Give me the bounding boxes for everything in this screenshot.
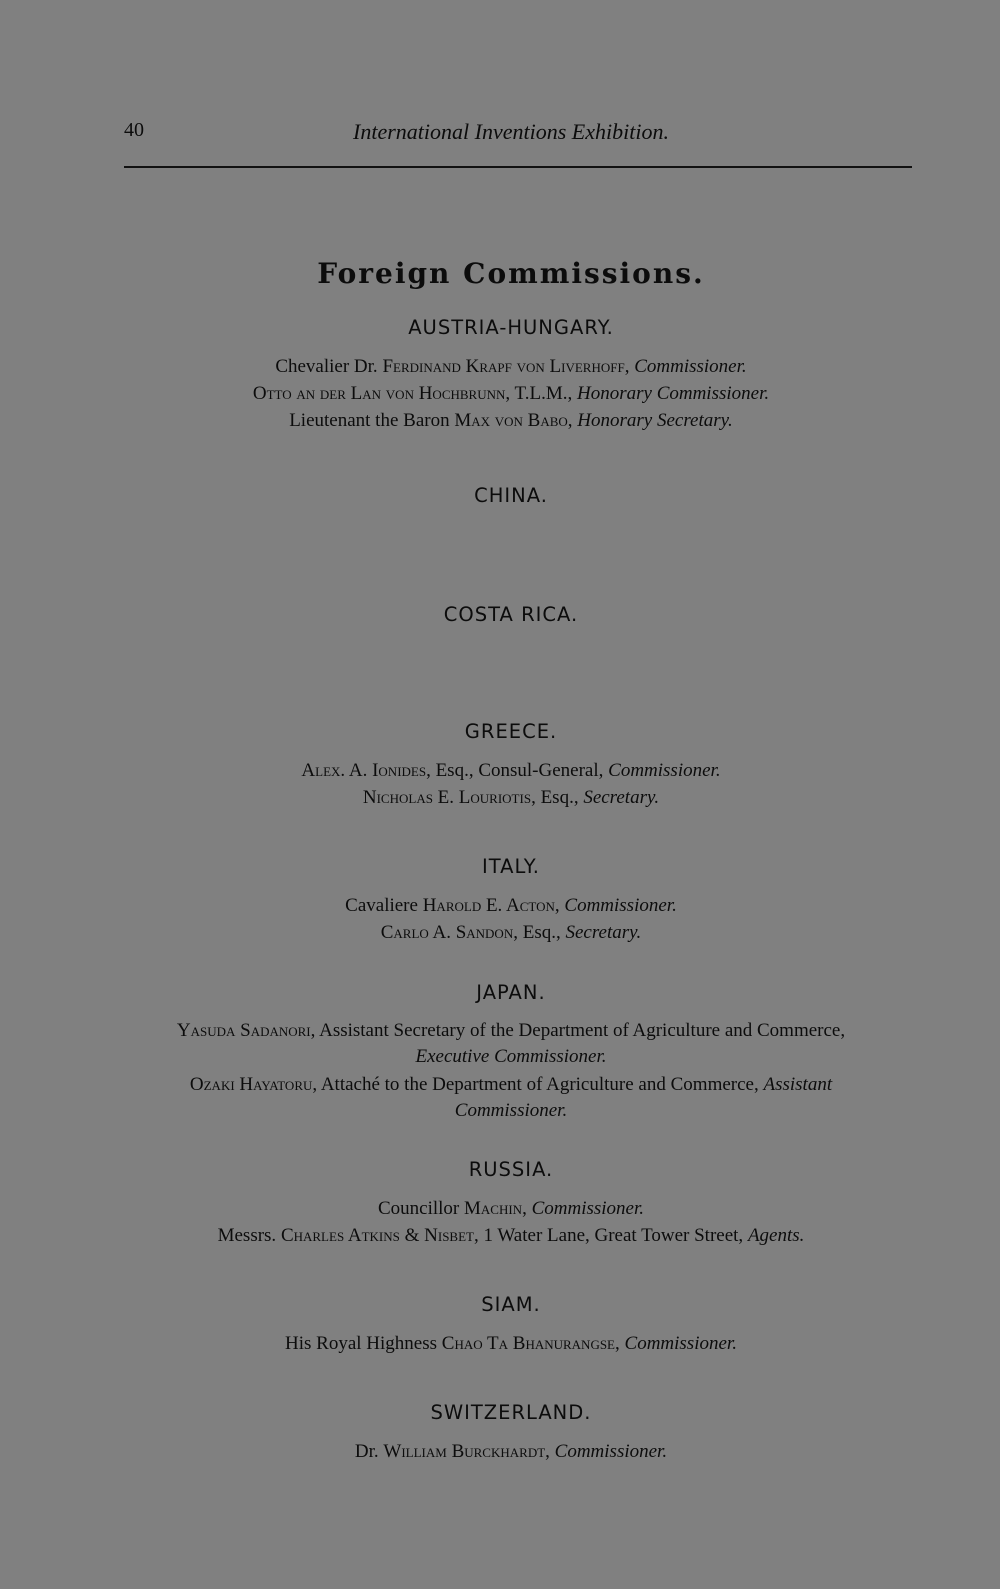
section-heading: CHINA. — [474, 484, 548, 507]
section-heading: RUSSIA. — [468, 1158, 554, 1181]
entry-line: Messrs. Charles Atkins & Nisbet, 1 Water Lane, Great Tower Street, Agents. — [217, 1225, 805, 1246]
entry-line: Alex. A. Ionides, Esq., Consul-General, Commissioner. — [301, 760, 721, 781]
entry-paragraph: Yasuda Sadanori, Assistant Secretary of the Department of Agriculture and Commerce, Executive Commissioner. — [176, 1020, 846, 1067]
role-title: Commissioner. — [531, 1198, 645, 1219]
role-title: Commissioner. — [554, 1441, 668, 1462]
person-name: Ozaki Hayatoru — [189, 1074, 313, 1095]
person-name: Harold E. Acton — [422, 895, 555, 916]
section-siam — [0, 1290, 1000, 1357]
person-name: Alex. A. Ionides — [301, 760, 427, 781]
person-name: William Burckhardt — [383, 1441, 546, 1462]
person-name: Machin — [464, 1198, 523, 1219]
person-name: Max von Babo — [454, 410, 568, 431]
role-title: Secretary. — [565, 922, 642, 943]
person-name: Nicholas E. Louriotis — [362, 787, 532, 808]
entry-line: Carlo A. Sandon, Esq., Secretary. — [380, 922, 642, 943]
role-title: Commissioner. — [564, 895, 677, 916]
section-heading: GREECE. — [464, 720, 558, 743]
section-heading: SWITZERLAND. — [430, 1401, 592, 1424]
person-name: Carlo A. Sandon — [380, 922, 514, 943]
page-title: Foreign Commissions. — [317, 257, 705, 290]
entry-line: His Royal Highness Chao Ta Bhanurangse, Commissioner. — [285, 1333, 737, 1354]
role-title: Commissioner. — [624, 1333, 737, 1354]
role-title: Honorary Commissioner. — [577, 383, 770, 404]
section-switzerland — [0, 1398, 1000, 1465]
person-name: Charles Atkins & Nisbet — [280, 1225, 474, 1246]
entry-line: Cavaliere Harold E. Acton, Commissioner. — [345, 895, 677, 916]
section-heading: AUSTRIA-HUNGARY. — [408, 316, 614, 339]
header-rule — [124, 166, 912, 168]
section-heading: SIAM. — [481, 1293, 541, 1316]
role-title: Agents. — [747, 1225, 805, 1246]
role-title: Commissioner. — [608, 760, 721, 781]
section-heading: ITALY. — [482, 855, 540, 878]
section-russia — [0, 1155, 1000, 1249]
section-heading: COSTA RICA. — [443, 603, 579, 626]
entry-line: Otto an der Lan von Hochbrunn, T.L.M., Honorary Commissioner. — [252, 383, 770, 404]
person-name: Otto an der Lan von Hochbrunn — [252, 383, 506, 404]
section-italy — [0, 852, 1000, 946]
person-name: Chao Ta Bhanurangse — [441, 1333, 616, 1354]
entry-paragraph: Ozaki Hayatoru, Attaché to the Department of Agriculture and Commerce, Assistant Commissioner. — [189, 1074, 833, 1121]
section-china — [0, 481, 1000, 521]
role-title: Executive Commissioner. — [415, 1046, 607, 1067]
section-greece — [0, 717, 1000, 811]
role-title: Commissioner. — [634, 356, 747, 377]
person-name: Ferdinand Krapf von Liverhoff — [382, 356, 625, 377]
role-title: Secretary. — [583, 787, 660, 808]
section-costa-rica — [0, 600, 1000, 640]
page-number: 40 — [124, 119, 144, 141]
entry-line: Lieutenant the Baron Max von Babo, Honorary Secretary. — [289, 410, 733, 431]
section-japan — [0, 978, 1000, 1124]
entry-line: Nicholas E. Louriotis, Esq., Secretary. — [362, 787, 660, 808]
entry-line: Chevalier Dr. Ferdinand Krapf von Liverhoff, Commissioner. — [275, 356, 747, 377]
section-austria-hungary — [0, 313, 1000, 434]
role-title: Honorary Secretary. — [577, 410, 733, 431]
section-heading: JAPAN. — [476, 981, 546, 1004]
role-title: Assistant Commissioner. — [454, 1074, 833, 1121]
person-name: Yasuda Sadanori — [176, 1020, 311, 1041]
entry-line: Dr. William Burckhardt, Commissioner. — [354, 1441, 668, 1462]
running-title: International Inventions Exhibition. — [353, 119, 669, 144]
entry-line: Councillor Machin, Commissioner. — [377, 1198, 645, 1219]
